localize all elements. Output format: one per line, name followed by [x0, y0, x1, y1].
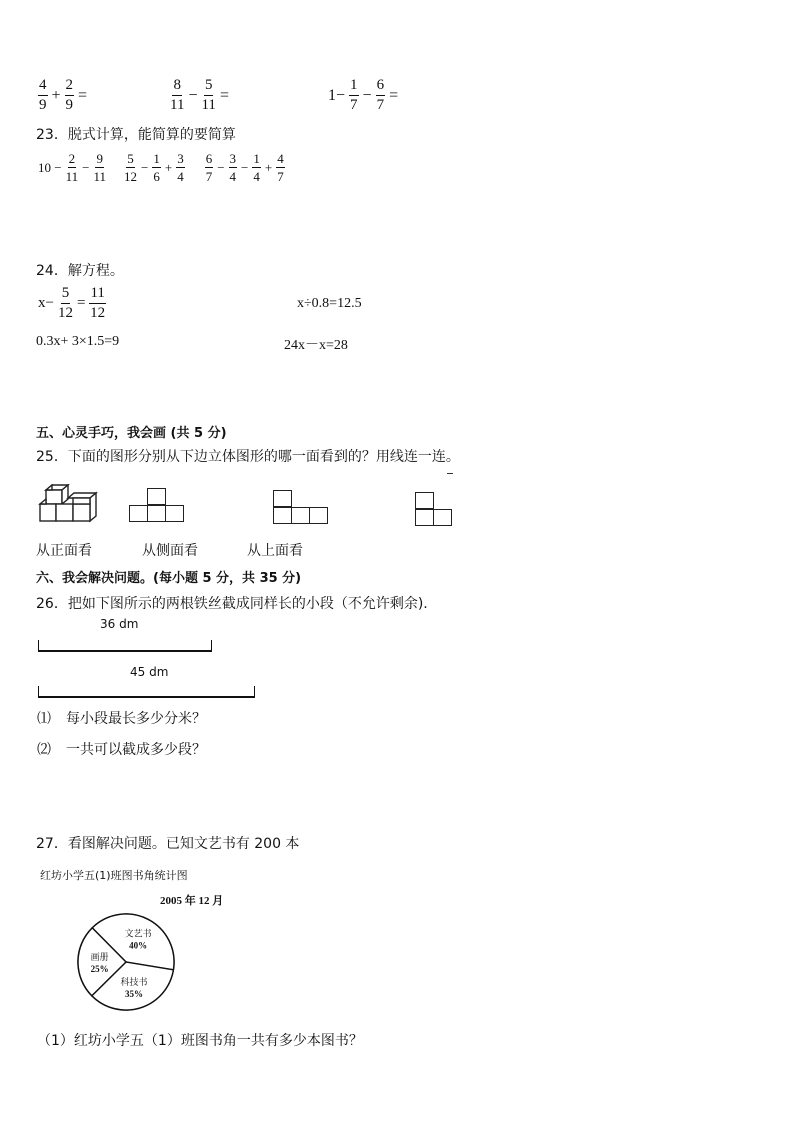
- wire-1-label: 36 dm: [100, 617, 139, 631]
- sub-question-2: 一共可以截成多少段？: [66, 742, 206, 758]
- label-front-view[interactable]: 从正面看: [36, 543, 92, 559]
- pie-label-2: 科技书: [120, 978, 148, 989]
- pie-value-2: 35%: [125, 989, 144, 1000]
- question-23-title: 23．脱式计算，能简算的要简算: [36, 127, 236, 143]
- section-5-title: 五、心灵手巧，我会画 (共 5 分): [36, 426, 227, 441]
- question-26-text: 26．把如下图所示的两根铁丝截成同样长的小段（不允许剩余).: [36, 596, 428, 612]
- chart-date: 2005 年 12 月: [160, 895, 224, 907]
- equation-1: x− $\frac{5}{12}$ = $\frac{11}{12}$: [38, 285, 106, 321]
- fraction-expression-3: 1− $\frac{1}{7}$ − $\frac{6}{7}$ =: [328, 77, 399, 113]
- sub-question-2-number: ⑵: [37, 742, 51, 758]
- pie-value-1: 40%: [129, 940, 148, 951]
- question-23-expressions: 10 − $\frac{2}{11}$ − $\frac{9}{11}$ $\frac{5}{12}$ − $\frac{1}{6}$ + $\frac{3}{4}$ $\frac{6}{7}$ − $\frac{3}{4}$ − $\frac{1}{4}$ + $\frac{4}{7}$: [38, 151, 284, 184]
- equation-3: 0.3x+ 3×1.5=9: [36, 334, 120, 349]
- pie-value-3: 25%: [90, 963, 109, 974]
- question-27-text: 27．看图解决问题。已知文艺书有 200 本: [36, 836, 300, 852]
- wire-1: [38, 640, 212, 652]
- equation-4: 24x－x=28: [284, 338, 348, 353]
- view-shape-3[interactable]: [415, 492, 455, 528]
- wire-2-label: 45 dm: [130, 665, 169, 679]
- pie-label-3: 画册: [90, 952, 109, 963]
- section-6-title: 六、我会解决问题。(每小题 5 分，共 35 分): [36, 571, 302, 586]
- equation-2: x÷0.8=12.5: [297, 296, 362, 311]
- dash-mark: [447, 473, 453, 474]
- view-shape-1[interactable]: [129, 488, 189, 524]
- fraction-expression-2: $\frac{8}{11}$ − $\frac{5}{11}$ =: [170, 77, 229, 113]
- view-shape-2[interactable]: [273, 490, 333, 526]
- solid-figure: [38, 484, 100, 526]
- wire-2: [38, 686, 255, 698]
- sub-question-1-number: ⑴: [37, 711, 51, 727]
- chart-title: 红坊小学五(1)班图书角统计图: [40, 869, 188, 882]
- label-side-view[interactable]: 从侧面看: [142, 543, 198, 559]
- question-27-sub-1: （1）红坊小学五（1）班图书角一共有多少本图书？: [37, 1033, 363, 1049]
- sub-question-1: 每小段最长多少分米？: [66, 711, 206, 727]
- question-24-title: 24．解方程。: [36, 263, 124, 279]
- fraction-expression-1: $\frac{4}{9}$ + $\frac{2}{9}$ =: [39, 77, 88, 113]
- pie-chart: [70, 912, 182, 1012]
- label-top-view[interactable]: 从上面看: [247, 543, 303, 559]
- question-25-text: 25．下面的图形分别从下边立体图形的哪一面看到的？用线连一连。: [36, 449, 460, 465]
- pie-label-1: 文艺书: [124, 929, 152, 940]
